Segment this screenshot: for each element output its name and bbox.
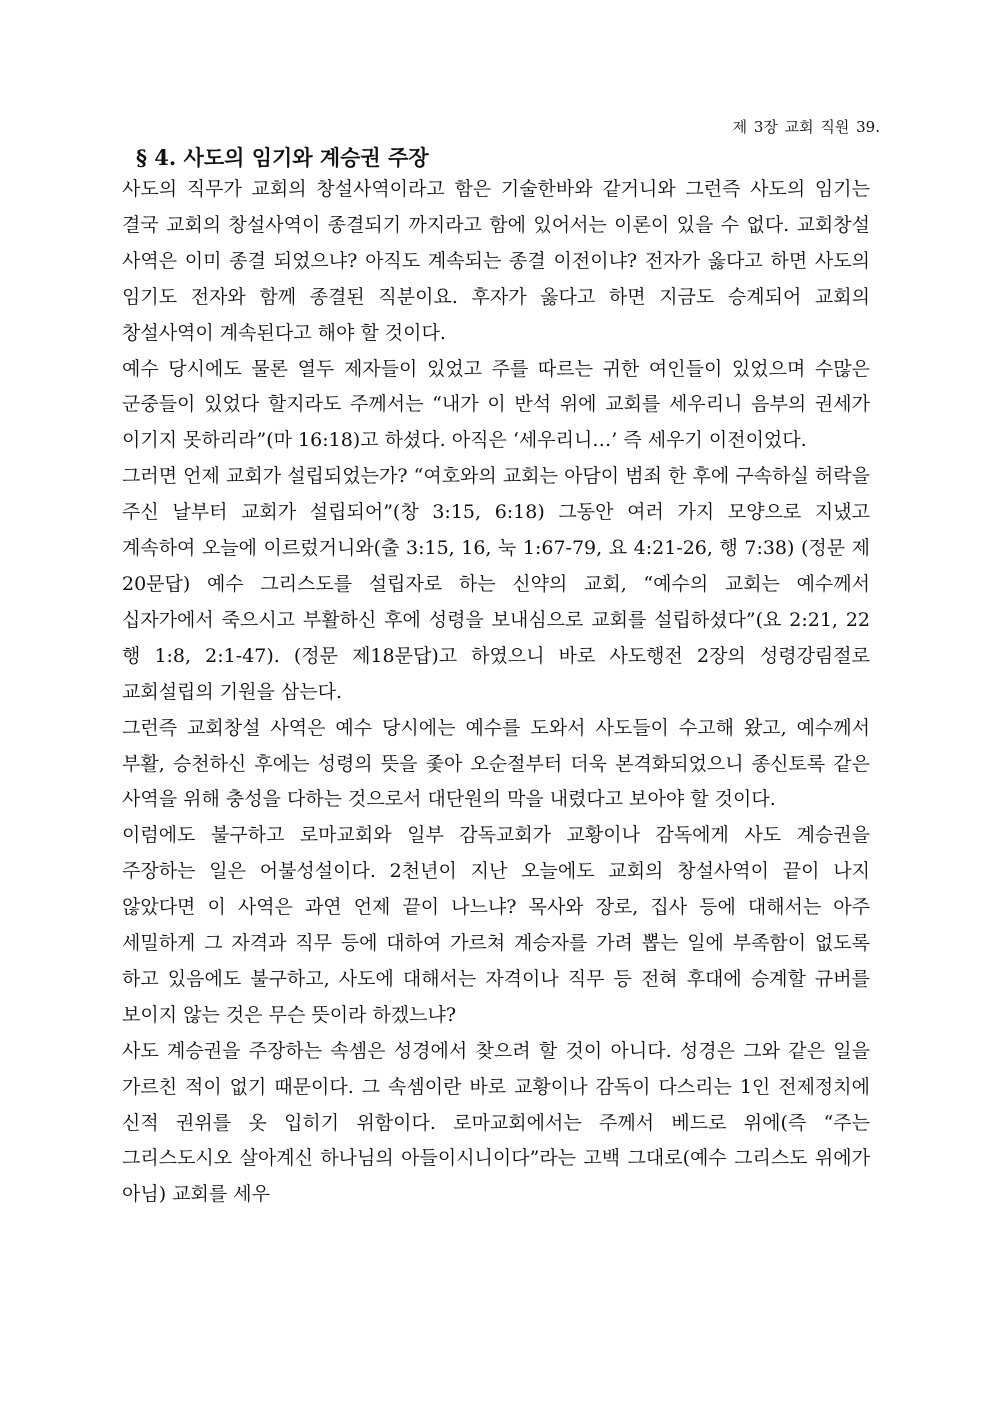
paragraph-jesus-era: 예수 당시에도 물론 열두 제자들이 있었고 주를 따르는 귀한 여인들이 있었으며 수많은 군중들이 있었다 할지라도 주께서는 “내가 이 반석 위에 교회를 세우리니 음부의 권세가 이기지 못하리라”(마 16:18)고 하셨다. 아직은 ‘세우리니…’ 즉 세우기 이전이었다. [122, 357, 870, 452]
paragraph-church-founding: 그러면 언제 교회가 설립되었는가? “여호와의 교회는 아담이 범죄 한 후에 구속하실 허락을 주신 날부터 교회가 설립되어”(창 3:15, 6:18) 그동안 여러 가지 모양으로 지냈고 계속하여 오늘에 이르렀거니와(출 3:15, 16, 눅 1:67-79, 요 4:21-26, 행 7:38) (정문 제 20문답) 예수 그리스도를 설립자로 하는 신약의 교회, “예수의 교회는 예수께서 십자가에서 죽으시고 부활하신 후에 성령을 보내심으로 교회를 설립하셨다”(요 2:21, 22 행 1:8, 2:1-47). (정문 제18문답)고 하였으니 바로 사도행전 2장의 성령강림절로 교회설립의 기원을 삼는다. [122, 465, 870, 703]
body-text [122, 172, 870, 1213]
running-header: 제 3장 교회 직원 39. [732, 118, 880, 136]
paragraph-founding-ministry: 그런즉 교회창설 사역은 예수 당시에는 예수를 도와서 사도들이 수고해 왔고, 예수께서 부활, 승천하신 후에는 성령의 뜻을 좇아 오순절부터 더욱 본격화되었으니 종신토록 같은 사역을 위해 충성을 다하는 것으로서 대단원의 막을 내렸다고 보아야 할 것이다. [122, 716, 870, 811]
paragraph-succession-claim: 이럼에도 불구하고 로마교회와 일부 감독교회가 교황이나 감독에게 사도 계승권을 주장하는 일은 어불성설이다. 2천년이 지난 오늘에도 교회의 창설사역이 끝이 나지 않았다면 이 사역은 과연 언제 끝이 나느냐? 목사와 장로, 집사 등에 대해서는 아주 세밀하게 그 자격과 직무 등에 대하여 가르쳐 계승자를 가려 뽑는 일에 부족함이 없도록 하고 있음에도 불구하고, 사도에 대해서는 자격이나 직무 등 전혀 후대에 승계할 규버를 보이지 않는 것은 무슨 뜻이라 하겠느냐? [122, 824, 870, 1026]
paragraph-apostle-term: 사도의 직무가 교회의 창설사역이라고 함은 기술한바와 같거니와 그런즉 사도의 임기는 결국 교회의 창설사역이 종결되기 까지라고 함에 있어서는 이론이 있을 수 없다. 교회창설 사역은 이미 종결 되었으냐? 아직도 계속되는 종결 이전이냐? 전자가 옳다고 하면 사도의 임기도 전자와 함께 종결된 직분이요. 후자가 옳다고 하면 지금도 승계되어 교회의 창설사역이 계속된다고 해야 할 것이다. [122, 178, 870, 344]
paragraph-hidden-motive: 사도 계승권을 주장하는 속셈은 성경에서 찾으려 할 것이 아니다. 성경은 그와 같은 일을 가르친 적이 없기 때문이다. 그 속셈이란 바로 교황이나 감독이 다스리는 1인 전제정치에 신적 권위를 옷 입히기 위함이다. 로마교회에서는 주께서 베드로 위에(즉 “주는 그리스도시오 살아계신 하나님의 아들이시니이다”라는 고백 그대로(예수 그리스도 위에가 아님) 교회를 세우 [122, 1039, 870, 1206]
section-title: § 4. 사도의 임기와 계승권 주장 [136, 145, 429, 170]
